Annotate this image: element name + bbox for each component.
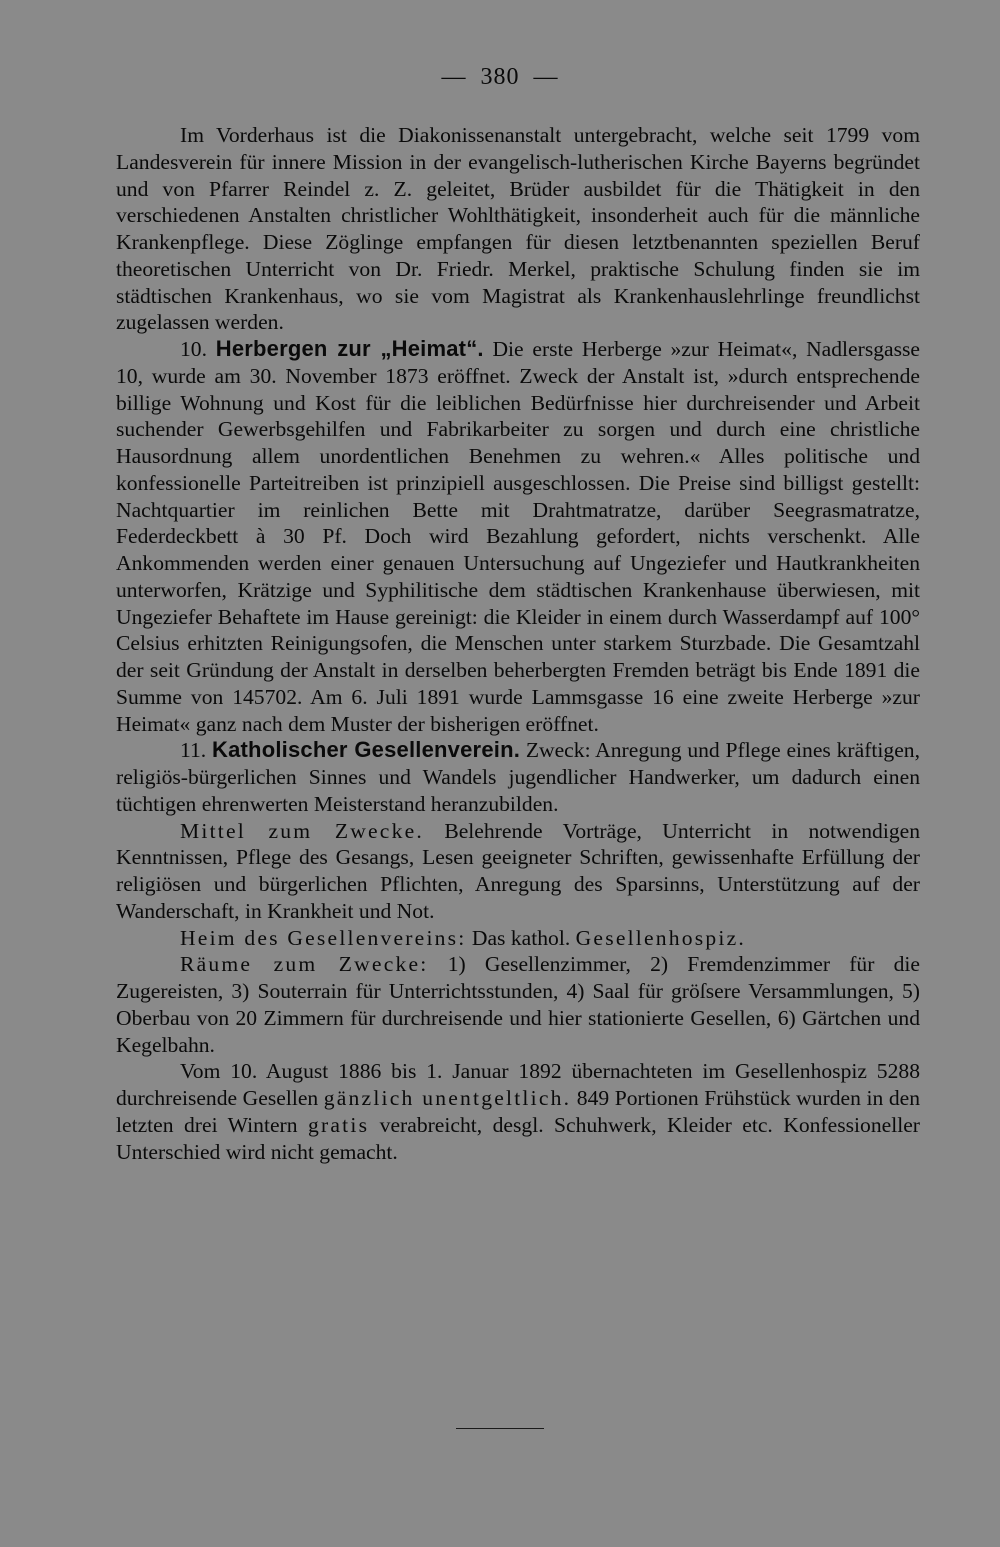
- paragraph-text: Die erste Herberge »zur Heimat«, Nadlersgasse 10, wurde am 30. November 1873 eröffnet. Zweck der Anstalt ist, »durch entsprechende billige Wohnung und Kost für die leiblichen Bedürfnisse hier durchreisender und Arbeit suchender Gewerbsgehilfen und Fabrikarbeiter zu sorgen und durch eine christliche Hausordnung allem unordentlichen Benehmen zu wehren.« Alles politische und konfessionelle Parteitreiben ist prinzipiell ausgeschlossen. Die Preise sind billigst gestellt: Nachtquartier im reinlichen Bette mit Drahtmatratze, darüber Seegrasmatratze, Federdeckbett à 30 Pf. Doch wird Bezahlung gefordert, nichts verschenkt. Alle Ankommenden werden einer genauen Untersuchung auf Ungeziefer und Hautkrankheiten unterworfen, Krätzige und Syphilitische dem städtischen Krankenhause überwiesen, mit Ungeziefer Behaftete im Hause gereinigt: die Kleider in einem durch Wasserdampf auf 100° Celsius erhitzten Reinigungsofen, die Menschen unter starkem Sturzbade. Die Gesamtzahl der seit Gründung der Anstalt in derselben beherbergten Fremden beträgt bis Ende 1891 die Summe von 145702. Am 6. Juli 1891 wurde Lammsgasse 16 eine zweite Herberge »zur Heimat« ganz nach dem Muster der bisherigen eröffnet.: [116, 337, 920, 736]
- paragraph-uebernachtungen: [116, 1058, 920, 1165]
- section-heading-herbergen: Herbergen zur „Heimat“.: [215, 336, 484, 361]
- paragraph-mittel: [116, 818, 920, 925]
- spaced-lead: Mittel zum Zwecke.: [180, 818, 424, 843]
- paragraph-text: verabreicht, desgl. Schuhwerk, Kleider etc. Konfessioneller Unterschied wird nicht gemacht.: [116, 1112, 920, 1164]
- paragraph-text: Das kathol.: [471, 925, 571, 950]
- section-number: 10.: [180, 337, 207, 361]
- paragraph-text: Im Vorderhaus ist die Diakonissenanstalt untergebracht, welche seit 1799 vom Landesverein für innere Mission in der evangelisch-lutherischen Kirche Bayerns begründet und von Pfarrer Reindel z. Z. geleitet, Brüder ausbildet für die Thätigkeit in den verschiedenen Anstalten christlicher Wohlthätigkeit, insonderheit auch für die männliche Krankenpflege. Diese Zöglinge empfangen für diesen letztbenannten speziellen Beruf theoretischen Unterricht von Dr. Friedr. Merkel, praktische Schulung finden sie im städtischen Krankenhaus, wo sie vom Magistrat als Krankenhauslehrlinge freundlichst zugelassen werden.: [116, 123, 920, 335]
- paragraph-text: Vom 10. August 1886 bis 1. Januar 1892 übernachteten im Gesellenhospiz 5288 durchreisende Gesellen: [116, 1059, 920, 1110]
- end-rule: [456, 1428, 544, 1429]
- paragraph-text: 849 Portionen Frühstück wurden in den letzten drei Wintern: [116, 1086, 921, 1137]
- dash-left: —: [441, 64, 467, 90]
- spaced-lead: Räume zum Zwecke:: [180, 952, 429, 977]
- paragraph-herbergen: [116, 336, 920, 737]
- page-number-value: 380: [480, 64, 520, 90]
- spaced-text: gänzlich unentgeltlich.: [323, 1086, 572, 1110]
- spaced-lead: Heim des Gesellenvereins:: [180, 925, 467, 950]
- dash-right: —: [533, 64, 559, 90]
- page-number: [0, 64, 1000, 91]
- paragraph-raeume: [116, 951, 920, 1058]
- section-number: 11.: [180, 738, 207, 763]
- spaced-text: Gesellenhospiz.: [575, 925, 746, 950]
- spaced-text: gratis: [308, 1112, 370, 1137]
- paragraph-text: Zweck: Anregung und Pflege eines kräftigen, religiös-bürgerlichen Sinnes und Wandels jugendlicher Handwerker, um dadurch einen tüchtigen ehrenwerten Meisterstand heranzubilden.: [116, 738, 920, 816]
- paragraph-diakonissenanstalt: [116, 122, 920, 336]
- paragraph-gesellenverein: [116, 737, 920, 817]
- body-text: [116, 122, 920, 1165]
- paragraph-text: 1) Gesellenzimmer, 2) Fremdenzimmer für die Zugereisten, 3) Souterrain für Unterrichtsstunden, 4) Saal für gröſsere Versammlungen, 5) Oberbau von 20 Zimmern für durchreisende und hier stationierte Gesellen, 6) Gärtchen und Kegelbahn.: [116, 952, 920, 1057]
- paragraph-text: Belehrende Vorträge, Unterricht in notwendigen Kenntnissen, Pflege des Gesangs, Lesen geeigneter Schriften, gewissenhafte Erfüllung der religiösen und bürgerlichen Pflichten, Anregung des Sparsinns, Unterstützung auf der Wanderschaft, in Krankheit und Not.: [116, 818, 921, 923]
- section-heading-gesellenverein: Katholischer Gesellenverein.: [212, 737, 521, 763]
- paragraph-heim: [116, 925, 920, 952]
